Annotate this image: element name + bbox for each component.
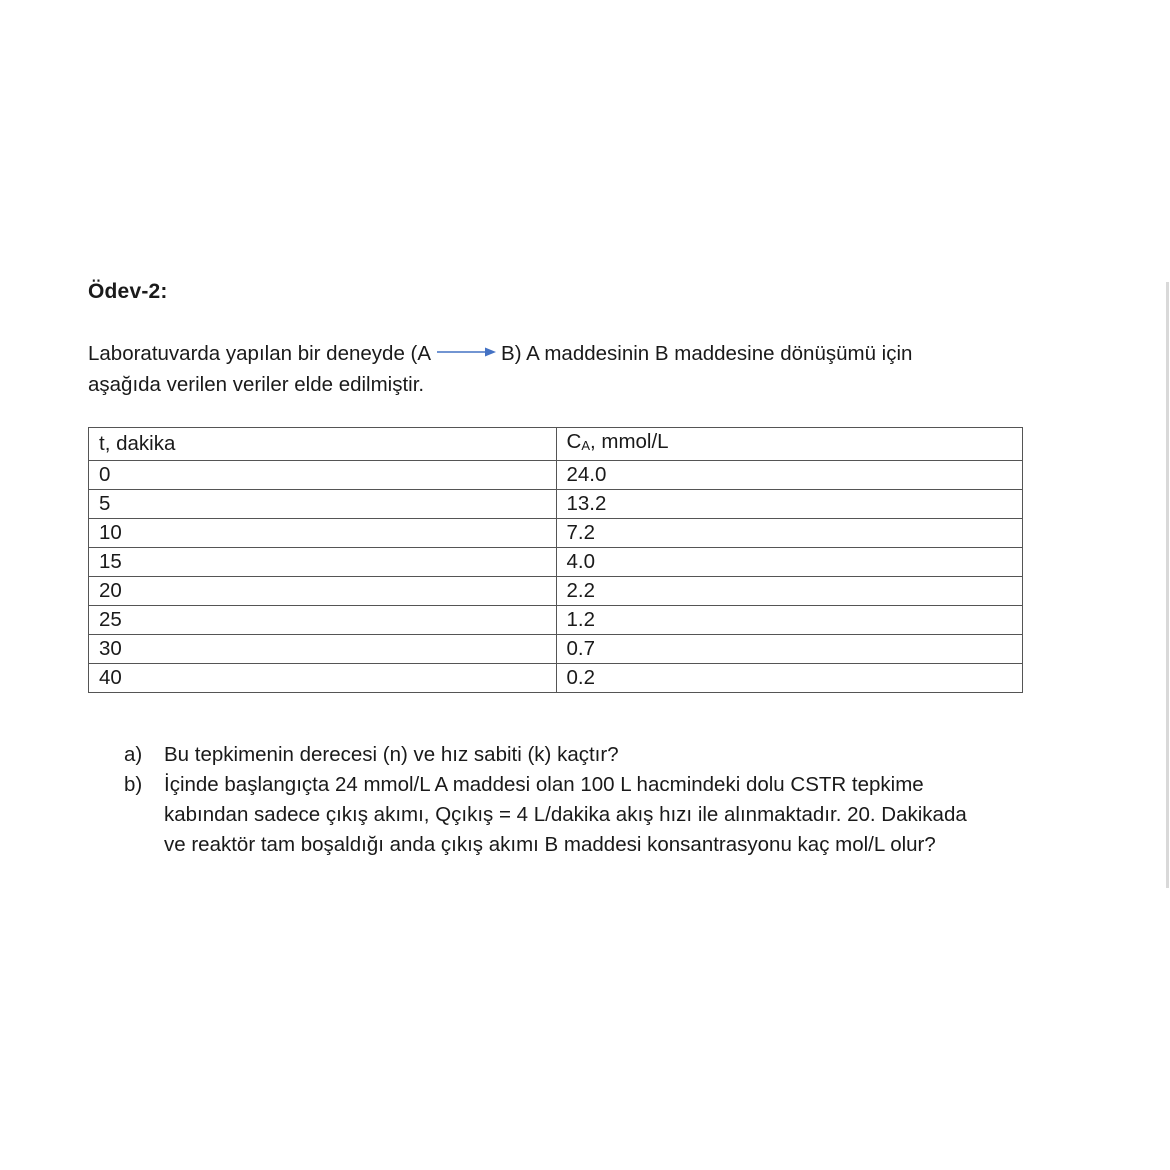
time-cell: 40	[89, 664, 557, 693]
intro-line-1	[88, 338, 1048, 369]
time-cell: 15	[89, 548, 557, 577]
table-row	[89, 664, 1023, 693]
concentration-cell: 2.2	[556, 577, 1023, 606]
table-header-row	[89, 428, 1023, 461]
time-cell: 0	[89, 461, 557, 490]
page-title: Ödev-2:	[88, 280, 168, 303]
concentration-cell: 13.2	[556, 490, 1023, 519]
question-text-line: ve reaktör tam boşaldığı anda çıkış akımı B maddesi konsantrasyonu kaç mol/L olur?	[164, 833, 936, 856]
table-row	[89, 490, 1023, 519]
data-table	[88, 427, 1023, 693]
concentration-cell: 24.0	[556, 461, 1023, 490]
question-a	[124, 740, 1044, 770]
table-row	[89, 577, 1023, 606]
concentration-cell: 0.2	[556, 664, 1023, 693]
intro-paragraph	[88, 338, 1048, 400]
question-marker: a)	[124, 743, 143, 766]
right-arrow-icon	[437, 346, 497, 358]
intro-text-after-arrow: B) A maddesinin B maddesine dönüşümü için	[501, 342, 913, 365]
concentration-cell: 1.2	[556, 606, 1023, 635]
question-list	[124, 740, 1044, 860]
question-text-line: kabından sadece çıkış akımı, Qçıkış = 4 L/dakika akış hızı ile alınmaktadır. 20. Dakikada	[164, 803, 967, 826]
question-text-line: Bu tepkimenin derecesi (n) ve hız sabiti (k) kaçtır?	[164, 743, 619, 766]
concentration-cell: 0.7	[556, 635, 1023, 664]
page-edge	[1166, 282, 1169, 888]
time-cell: 20	[89, 577, 557, 606]
question-b	[124, 770, 1044, 860]
concentration-cell: 4.0	[556, 548, 1023, 577]
table-row	[89, 548, 1023, 577]
header-ca-unit: , mmol/L	[589, 430, 669, 453]
intro-line-2: aşağıda verilen veriler elde edilmiştir.	[88, 373, 425, 396]
table-row	[89, 519, 1023, 548]
question-text-line: İçinde başlangıçta 24 mmol/L A maddesi olan 100 L hacmindeki dolu CSTR tepkime	[164, 773, 924, 796]
question-marker: b)	[124, 773, 143, 796]
header-ca-symbol: C	[566, 430, 582, 453]
intro-text-before-arrow: Laboratuvarda yapılan bir deneyde (A	[88, 342, 432, 365]
table-row	[89, 461, 1023, 490]
time-cell: 5	[89, 490, 557, 519]
header-ca-subscript: A	[581, 438, 590, 453]
table-row	[89, 606, 1023, 635]
table-row	[89, 635, 1023, 664]
time-cell: 30	[89, 635, 557, 664]
time-cell: 10	[89, 519, 557, 548]
header-time: t, dakika	[89, 428, 557, 461]
concentration-cell: 7.2	[556, 519, 1023, 548]
header-concentration	[556, 428, 1023, 461]
time-cell: 25	[89, 606, 557, 635]
